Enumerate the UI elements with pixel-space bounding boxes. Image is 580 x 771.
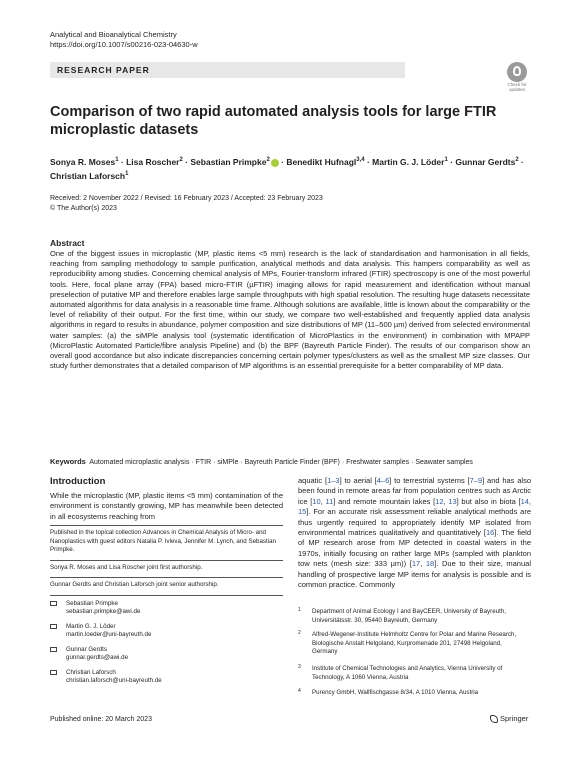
footnote-divider: [50, 577, 283, 578]
badge-line-2: updates: [508, 87, 525, 92]
citation-link[interactable]: 11: [325, 496, 334, 506]
introduction-heading: Introduction: [50, 476, 106, 487]
envelope-icon: [50, 601, 57, 606]
intro-left-text: While the microplastic (MP, plastic items <5 mm) contamination of the environment is constantly growing, MP has meanwhile been detected in all ecosystems reaching from: [50, 491, 283, 521]
footnote-divider: [50, 525, 283, 526]
citation-link[interactable]: 15: [298, 507, 307, 517]
author[interactable]: Martin G. J. Löder$^1$: [372, 156, 448, 167]
footnote-divider: [50, 560, 283, 561]
contact-entry: [50, 669, 283, 687]
keywords: [50, 457, 530, 468]
envelope-icon: [50, 670, 57, 675]
citation-link[interactable]: 13: [448, 496, 457, 506]
citation-link[interactable]: 10: [312, 496, 321, 506]
contact-entry: [50, 600, 283, 618]
intro-right-text: aquatic [1–3] to aerial [4–6] to terrestrial systems [7–9] and has also been found in remote areas far from population centres such as Arctic ice [10, 11] and remote mountain lakes [12, 13] but also in biota [14, 15]. For an accurate risk assessment reliable analytical methods are thus urgently required to appropriately identify MP isolated from environmental matrices qualitatively and quantitatively [16]. The field of MP research arose from MP detected in coastal waters in the 1970s, initially focusing on rather large MPs (sampled with plankton tow nets (mesh size: 333 µm)) [17, 18]. Due to their size, manual handling of prospective large MP items for analysis is possible and is common practice. Commonly: [298, 476, 531, 590]
author[interactable]: Gunnar Gerdts$^2$: [455, 156, 519, 167]
citation-link[interactable]: 18: [425, 559, 435, 569]
paper-title: Comparison of two rapid automated analysis tools for large FTIR microplastic datasets: [50, 104, 497, 138]
abstract-heading: Abstract: [50, 238, 85, 248]
orcid-icon[interactable]: [271, 159, 279, 167]
affiliation: 4 Purency GmbH, Wallfischgasse 8/34, A 1010 Vienna, Austria: [298, 688, 479, 696]
citation-link[interactable]: 17: [411, 559, 421, 569]
contact-entry: [50, 623, 283, 641]
doi-link[interactable]: https://doi.org/10.1007/s00216-023-04630-w: [50, 40, 198, 49]
citation-link[interactable]: 12: [435, 496, 444, 506]
bookmark-icon: [507, 62, 527, 82]
author[interactable]: Christian Laforsch$^1$: [50, 170, 129, 181]
envelope-icon: [50, 624, 57, 629]
author[interactable]: Sonya R. Moses$^1$: [50, 156, 119, 167]
contact-name: Sebastian Primpke: [66, 600, 118, 607]
badge-line-1: Check for: [507, 82, 527, 87]
footnote-divider: [50, 595, 283, 596]
history-dates: Received: 2 November 2022 / Revised: 16 February 2023 / Accepted: 23 February 2023: [50, 195, 323, 202]
author[interactable]: Lisa Roscher$^2$: [126, 156, 183, 167]
author[interactable]: Benedikt Hufnagl$^{3,4}$: [286, 156, 365, 167]
contact-email[interactable]: gunnar.gerdts@awi.de: [66, 654, 129, 661]
topical-collection-note: Published in the topical collection Advances in Chemical Analysis of Micro- and Nanoplastics with guest editors Natalia P. Ivleva, Jennifer M. Lynch, and Sebastian Primpke.: [50, 529, 276, 554]
affiliation: 2 Alfred-Wegener-Institute Helmholtz Centre for Polar and Marine Research, Biologische Anstalt Helgoland, Kurpromenade 201, 27498 Helgoland, Germany: [298, 630, 517, 655]
contact-entry: [50, 646, 283, 664]
article-dates: [50, 194, 323, 213]
contact-email[interactable]: sebastian.primpke@awi.de: [66, 608, 141, 615]
affiliation: 1 Department of Animal Ecology I and BayCEER, University of Bayreuth, Universitätsstr. 30, 95440 Bayreuth, Germany: [298, 607, 506, 624]
contact-name: Gunnar Gerdts: [66, 646, 107, 653]
published-online: Published online: 20 March 2023: [50, 716, 152, 723]
joint-first-note: Sonya R. Moses and Lisa Roscher joint first authorship.: [50, 564, 203, 571]
springer-horse-icon: [490, 715, 498, 723]
contact-name: Martin G. J. Löder: [66, 623, 116, 630]
citation-link[interactable]: 16: [485, 528, 495, 538]
check-for-updates-badge[interactable]: [504, 62, 530, 94]
publisher-name: Springer: [500, 714, 529, 723]
contact-email[interactable]: christian.laforsch@uni-bayreuth.de: [66, 677, 162, 684]
citation-link[interactable]: 4–6: [376, 476, 390, 485]
keywords-text: Automated microplastic analysis · FTIR · siMPle · Bayreuth Particle Finder (BPF) · Freshwater samples · Seawater samples: [89, 459, 473, 466]
journal-name: Analytical and Bioanalytical Chemistry: [50, 30, 177, 39]
publisher-logo[interactable]: [490, 714, 528, 723]
keywords-label: Keywords: [50, 457, 86, 466]
contact-email[interactable]: martin.loeder@uni-bayreuth.de: [66, 631, 152, 638]
author-list: Sonya R. Moses$^1$ · Lisa Roscher$^2$ · Sebastian Primpke$^2$ · Benedikt Hufnagl$^{3,4}$ · Martin G. J. Löder$^1$ · Gunnar Gerdts$^2$ · Christian Laforsch$^1$: [50, 156, 524, 181]
citation-link[interactable]: 14: [520, 496, 529, 506]
citation-link[interactable]: 1–3: [327, 476, 340, 485]
journal-header: [50, 30, 198, 50]
affiliation: 3 Institute of Chemical Technologies and Analytics, Vienna University of Technology, A 1060 Vienna, Austria: [298, 664, 503, 681]
abstract-text: One of the biggest issues in microplastic (MP, plastic items <5 mm) research is the lack of standardisation and harmonisation in all fields, reaching from sampling methodology to sample purification, analytical methods and data analysis. This hampers comparability as well as reproducibility among studies. Concerning chemical analysis of MPs, Fourier-transform infrared (FTIR) spectroscopy is one of the most powerful tools. Here, focal plane array (FPA) based micro-FTIR (µFTIR) imaging allows for rapid measurement and identification without manual preselection of putative MP and therefore enables large sample throughputs with high spatial resolution. The resulting huge datasets necessitate automated algorithms for data analysis in a reasonable time frame. Although solutions are available, little is known about the comparability or the level of reliability of their output. For the first time, within our study, we compare two well-established and frequently applied data analysis algorithms in regard to results in abundance, polymer composition and size distributions of MP (11–500 µm) derived from selected environmental water samples: (a) the siMPle analysis tool (systematic identification of MicroPlastics in the environment) in combination with MPAPP (MicroPlastic Automated Particle/fibre analysis Pipeline) and (b) the BPF (Bayreuth Particle Finder). The results of our comparison show an overall good accordance but also indicate discrepancies concerning certain polymer types/clusters as well as the smallest MP size classes. Our study further demonstrates that a detailed comparison of MP algorithms is an essential prerequisite for a better comparability of MP data.: [50, 249, 530, 371]
article-type-banner: RESEARCH PAPER: [50, 62, 405, 78]
joint-senior-note: Gunnar Gerdts and Christian Laforsch joint senior authorship.: [50, 581, 219, 588]
contact-name: Christian Laforsch: [66, 669, 116, 676]
copyright: © The Author(s) 2023: [50, 204, 117, 212]
author[interactable]: Sebastian Primpke$^2$: [190, 156, 270, 167]
envelope-icon: [50, 647, 57, 652]
citation-link[interactable]: 7–9: [469, 476, 483, 485]
